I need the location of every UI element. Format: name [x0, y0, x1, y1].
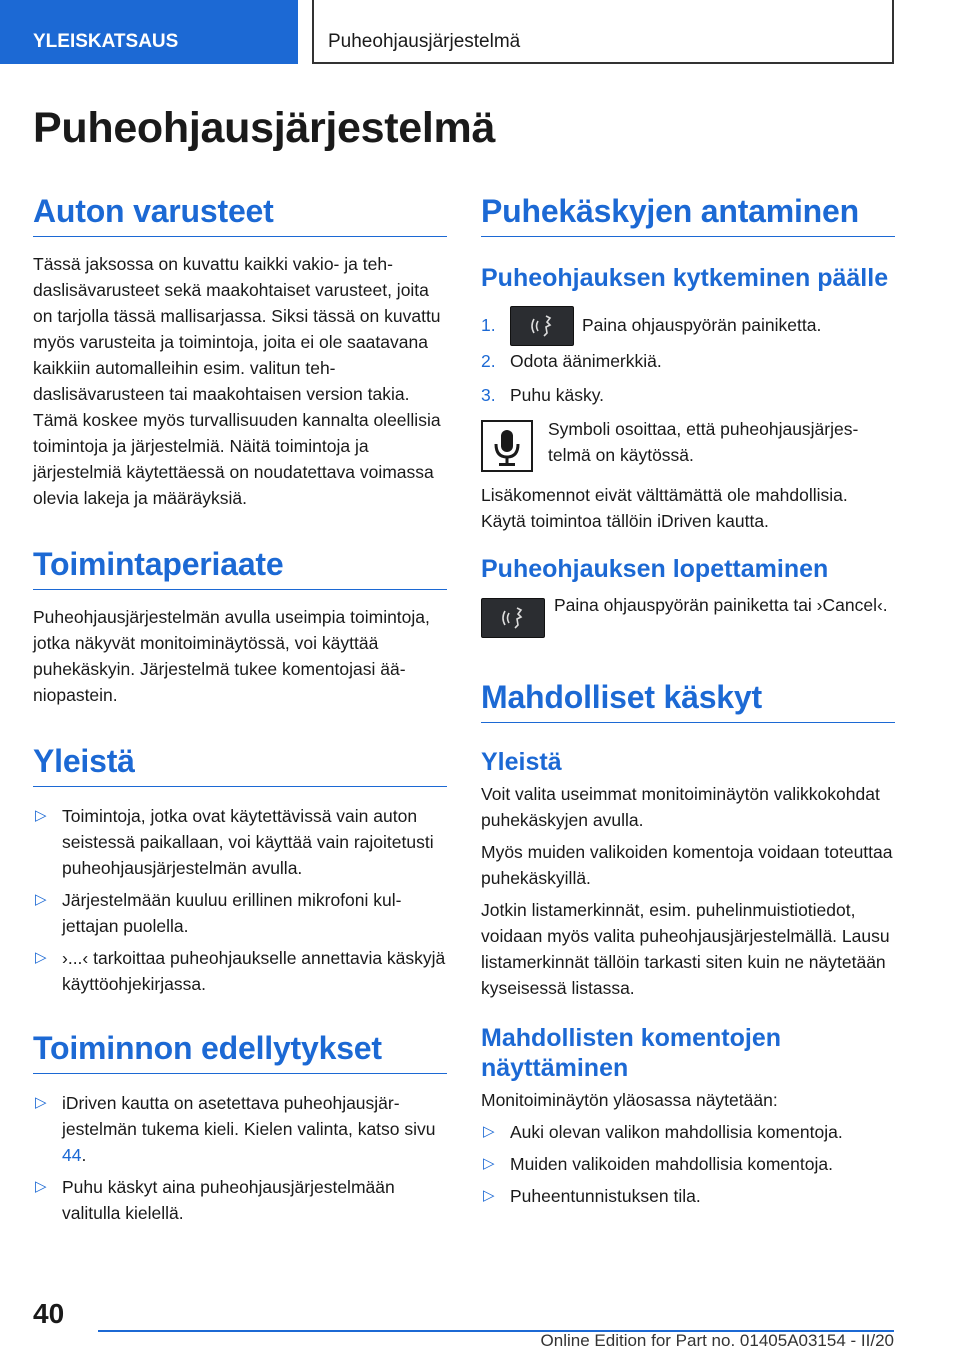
heading-lopettaminen: Puheohjauksen lopettaminen: [481, 555, 829, 584]
triangle-bullet-icon: ▷: [35, 1178, 47, 1195]
yleista-list: [33, 803, 447, 997]
page-number: 40: [33, 1298, 65, 1329]
triangle-bullet-icon: ▷: [35, 949, 47, 966]
heading-yleista: Yleistä: [33, 736, 447, 787]
heading-toimintaperiaate: Toimintaperiaate: [33, 539, 447, 590]
heading-toiminnon-edellytykset: Toiminnon edellytykset: [33, 1023, 447, 1074]
list-item: [33, 1174, 447, 1226]
voice-button-icon: [510, 306, 574, 346]
heading-auton-varusteet: Auton varusteet: [33, 186, 447, 237]
step-number: 3.: [481, 385, 496, 406]
mahdolliset-p2: Myös muiden valikoiden komentoja voidaan toteuttaa puhekäskyillä.: [481, 842, 893, 889]
list-item-text: Puheentunnistuksen tila.: [510, 1186, 701, 1207]
nayttaminen-list: [481, 1119, 895, 1209]
list-item-text: Järjestelmään kuuluu erillinen mikrofoni kuljettajan puolella.: [62, 890, 402, 936]
step-number: 2.: [481, 351, 496, 372]
step-item: [481, 348, 895, 374]
right-column: [481, 186, 895, 1209]
footer-edition: Online Edition for Part no. 01405A03154 - II/20: [540, 1331, 894, 1350]
triangle-bullet-icon: ▷: [483, 1123, 495, 1141]
step-text: Odota äänimerkkiä.: [510, 351, 662, 372]
heading-yleista-right: Yleistä: [481, 748, 562, 777]
auton-varusteet-text: Tässä jaksossa on kuvattu kaikki vakio- ja tehdaslisävarusteet sekä maakohtaiset varusteet, joita on tarjolla tässä mallisarjassa. Siksi tässä on kuvattu myös varusteita ja toimintoja, joita ei ole saatavana kaikkiin automalleihin esim. valitun tehdaslisävarusteen tai maakohtaisen version takia. Tämä koskee myös turvallisuuden kannalta oleellisia toimintoja ja järjestelmiä. Näitä toimintoja ja järjestelmiä käytettäessä on noudatettava voimassa olevia lakeja ja määräyksiä.: [33, 254, 441, 508]
symbol-row: [481, 416, 895, 476]
mahdolliset-p3: Jotkin listamerkinnät, esim. puhelinmuistiotiedot, voidaan myös valita puheohjausjärjestelmällä. Lausu listamerkinnät tällöin tarkasti siten kuin ne näytetään kyseisessä listassa.: [481, 900, 890, 999]
heading-mahdolliset-kaskyt: Mahdolliset käskyt: [481, 672, 895, 723]
triangle-bullet-icon: ▷: [35, 891, 47, 908]
list-item-text: iDriven kautta on asetettava puheohjausjärjestelmän tukema kieli. Kielen valinta, katso sivu: [62, 1093, 436, 1139]
edellytykset-list: [33, 1090, 447, 1226]
step-item: [481, 382, 895, 408]
triangle-bullet-icon: ▷: [483, 1155, 495, 1173]
list-item-text: Toimintoja, jotka ovat käytettävissä vain auton seistessä paikallaan, voi käyttää vain rajoitetusti puheohjausjärjestelmän avulla.: [62, 806, 434, 878]
list-item: [481, 1183, 895, 1209]
list-item-text: Puhu käskyt aina puheohjausjärjestelmään valitulla kielellä.: [62, 1177, 395, 1223]
section-tab[interactable]: YLEISKATSAUS: [0, 0, 298, 64]
chapter-title: Puheohjausjärjestelmä: [312, 0, 894, 64]
triangle-bullet-icon: ▷: [35, 807, 47, 824]
step-text: Puhu käsky.: [510, 385, 605, 406]
lopettaminen-row: [481, 592, 895, 644]
symbol-text: Symboli osoittaa, että puheohjausjärjestelmä on käytössä.: [548, 419, 859, 466]
step-text: Paina ohjauspyörän painiketta.: [582, 315, 822, 335]
list-item-text: Muiden valikoiden mahdollisia komentoja.: [510, 1154, 833, 1175]
list-item: [33, 945, 447, 997]
list-item: [481, 1119, 895, 1145]
microphone-icon: [481, 420, 533, 472]
list-item-text: ›...‹ tarkoittaa puheohjaukselle annettavia käskyjä käyttöohjekirjassa.: [62, 948, 446, 994]
step-item: [481, 305, 895, 346]
list-item: [481, 1151, 895, 1177]
page-link[interactable]: 44: [62, 1145, 82, 1165]
page-title: Puheohjausjärjestelmä: [33, 104, 496, 152]
triangle-bullet-icon: ▷: [35, 1094, 47, 1111]
list-item: [33, 1090, 447, 1168]
triangle-bullet-icon: ▷: [483, 1187, 495, 1205]
toimintaperiaate-text: Puheohjausjärjestelmän avulla useimpia toimintoja, jotka näkyvät monitoiminäytössä, voi käyttää puhekäskyin. Järjestelmä tukee komentojasi ääniopastein.: [33, 607, 430, 705]
heading-kytkeminen: Puheohjauksen kytkeminen päälle: [481, 264, 889, 292]
list-item-text: Auki olevan valikon mahdollisia komentoja.: [510, 1122, 843, 1143]
left-column: [33, 186, 447, 1226]
heading-puhekaskyjen-antaminen: Puhekäskyjen antaminen: [481, 186, 895, 237]
lopettaminen-text: Paina ohjauspyörän painiketta tai ›Cancel‹.: [554, 595, 888, 616]
mahdolliset-p1: Voit valita useimmat monitoiminäytön valikkokohdat puhekäskyjen avulla.: [481, 784, 880, 831]
voice-button-icon: [481, 598, 545, 638]
nayttaminen-intro: Monitoiminäytön yläosassa näytetään:: [481, 1090, 778, 1111]
note-text: Lisäkomennot eivät välttämättä ole mahdollisia. Käytä toimintoa tällöin iDriven kautta.: [481, 485, 848, 532]
list-item: [33, 803, 447, 881]
list-item: [33, 887, 447, 939]
heading-nayttaminen: Mahdollisten komentojen näyttäminen: [481, 1024, 782, 1083]
step-number: 1.: [481, 315, 496, 335]
list-item-text-end: .: [81, 1145, 87, 1165]
steps-list: [481, 305, 895, 408]
